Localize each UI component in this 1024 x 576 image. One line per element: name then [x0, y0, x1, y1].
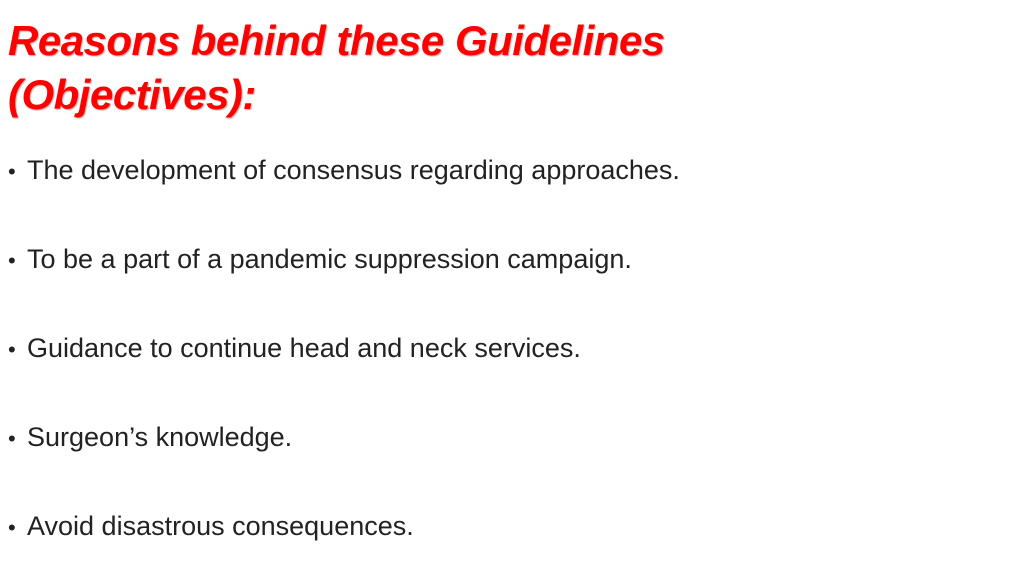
bullet-icon: • [8, 337, 16, 362]
bullet-icon: • [8, 248, 16, 273]
bullet-item [8, 413, 1008, 502]
bullet-icon: • [8, 159, 16, 184]
bullet-text: Avoid disastrous consequences. [27, 511, 414, 541]
title-line-1: Reasons behind these Guidelines [8, 17, 665, 64]
bullet-icon: • [8, 515, 16, 540]
bullet-text: The development of consensus regarding approaches. [27, 155, 680, 185]
slide-title [8, 14, 1008, 122]
bullet-item [8, 324, 1008, 413]
bullet-item [8, 235, 1008, 324]
bullet-text: Guidance to continue head and neck services. [27, 333, 581, 363]
bullet-item [8, 502, 1008, 576]
bullet-text: Surgeon’s knowledge. [27, 422, 293, 452]
bullet-text: To be a part of a pandemic suppression campaign. [27, 244, 632, 274]
bullet-item [8, 146, 1008, 235]
title-line-2: (Objectives): [8, 71, 256, 118]
bullet-list [8, 146, 1008, 576]
bullet-icon: • [8, 426, 16, 451]
